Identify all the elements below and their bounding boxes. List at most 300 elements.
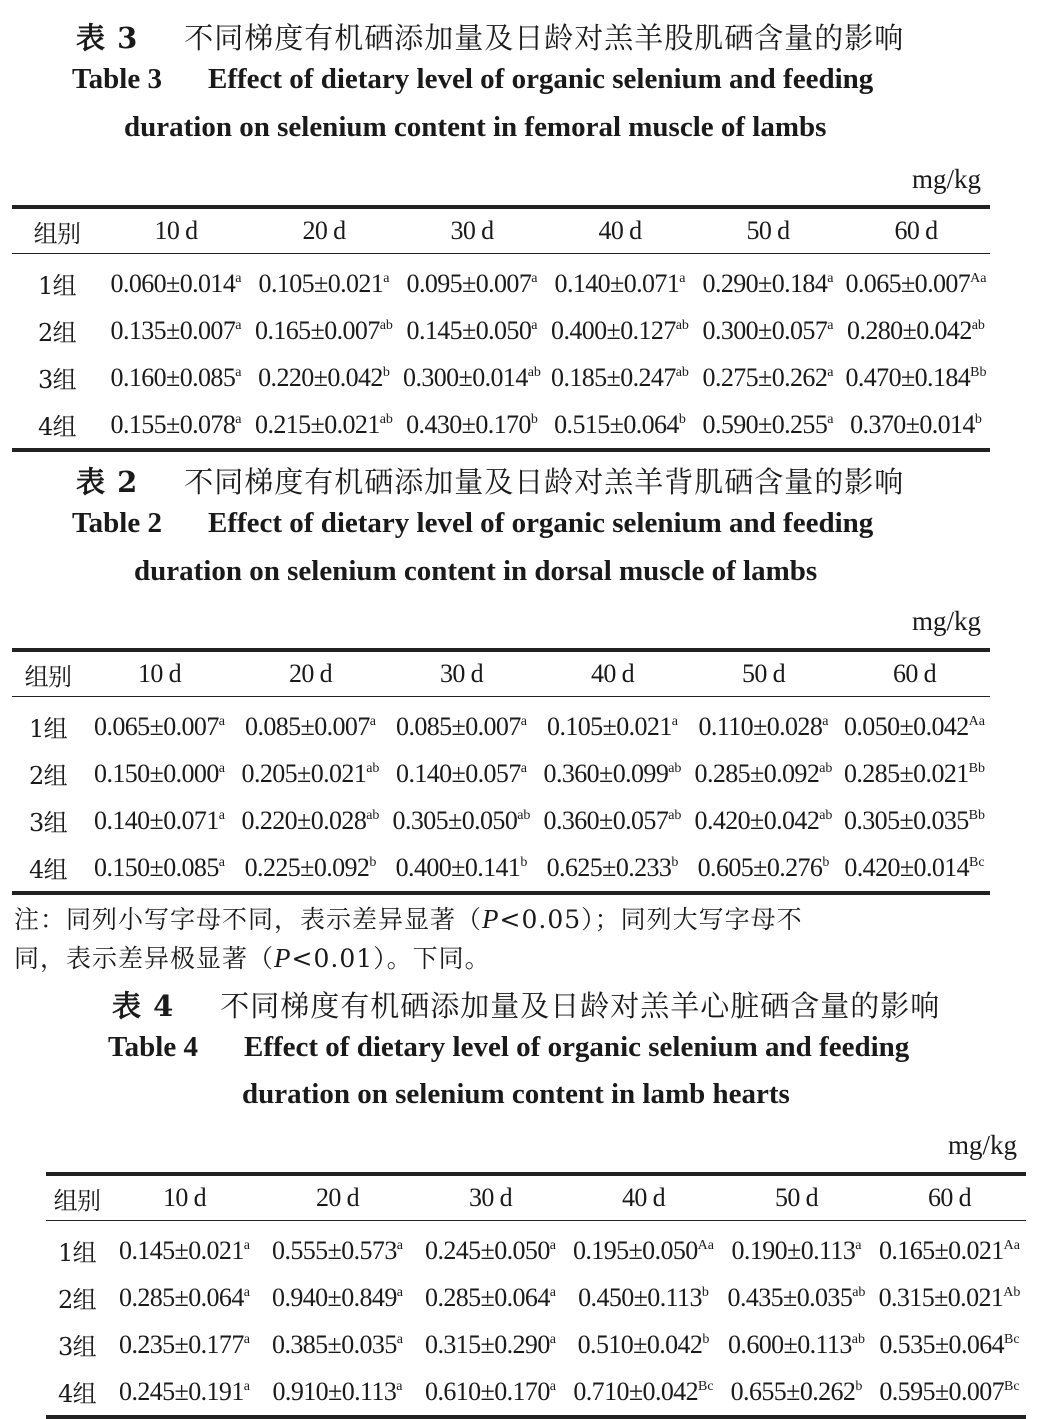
mean-sd-value: 0.245±0.191 bbox=[119, 1376, 244, 1406]
group-label: 3组 bbox=[37, 366, 77, 394]
mean-sd-value: 0.315±0.021 bbox=[878, 1282, 1004, 1312]
value-cell bbox=[261, 1321, 414, 1368]
significance-letter: Bc bbox=[698, 1378, 714, 1394]
mean-sd-value: 0.085±0.007 bbox=[245, 711, 370, 741]
value-cell bbox=[386, 797, 537, 844]
footnote-text3: 同，表示差异极显著（ bbox=[14, 944, 275, 973]
column-header-day: 60 d bbox=[873, 1174, 1026, 1221]
significance-letter: ab bbox=[819, 807, 833, 823]
significance-letter: Aa bbox=[1003, 1237, 1020, 1253]
value-cell bbox=[84, 797, 235, 844]
value-cell bbox=[108, 1274, 261, 1321]
significance-letter: ab bbox=[971, 317, 985, 333]
value-cell bbox=[567, 1274, 720, 1321]
mean-sd-value: 0.275±0.262 bbox=[702, 362, 828, 392]
significance-letter: ab bbox=[668, 807, 682, 823]
mean-sd-value: 0.105±0.021 bbox=[258, 268, 384, 298]
value-cell bbox=[235, 797, 386, 844]
significance-letter: a bbox=[531, 317, 538, 333]
value-cell bbox=[546, 354, 694, 401]
value-cell bbox=[108, 1321, 261, 1368]
table2-unit: mg/kg bbox=[912, 606, 982, 636]
significance-letter: a bbox=[396, 1378, 403, 1394]
value-cell bbox=[102, 354, 250, 401]
mean-sd-value: 0.360±0.057 bbox=[543, 805, 669, 835]
value-cell bbox=[398, 354, 546, 401]
significance-letter: b bbox=[678, 411, 686, 427]
column-header-day: 10 d bbox=[84, 650, 235, 697]
column-header-group: 组别 bbox=[12, 650, 84, 697]
table2-title-zh-text: 不同梯度有机硒添加量及日龄对羔羊背肌硒含量的影响 bbox=[184, 465, 905, 499]
significance-letter: b bbox=[822, 854, 830, 870]
significance-letter: Bc bbox=[969, 854, 985, 870]
significance-letter: a bbox=[520, 713, 527, 729]
table-header-row bbox=[12, 650, 990, 697]
value-cell bbox=[537, 750, 688, 797]
table2-title-en-line2: duration on selenium content in dorsal muscle of lambs bbox=[134, 555, 818, 587]
value-cell bbox=[84, 844, 235, 893]
significance-letter: a bbox=[827, 270, 834, 286]
mean-sd-value: 0.285±0.064 bbox=[119, 1282, 244, 1312]
value-cell bbox=[250, 354, 398, 401]
table-row bbox=[12, 354, 990, 401]
mean-sd-value: 0.220±0.042 bbox=[258, 362, 383, 392]
group-label: 4组 bbox=[46, 1368, 108, 1417]
table4-number-zh: 表 4 bbox=[112, 989, 175, 1023]
column-header-group: 组别 bbox=[46, 1174, 108, 1221]
mean-sd-value: 0.065±0.007 bbox=[94, 711, 219, 741]
value-cell bbox=[537, 844, 688, 893]
mean-sd-value: 0.220±0.028 bbox=[241, 805, 367, 835]
table-header-row bbox=[12, 207, 990, 254]
mean-sd-value: 0.050±0.042 bbox=[844, 711, 969, 741]
significance-letter: b bbox=[369, 854, 377, 870]
value-cell bbox=[842, 254, 990, 308]
table4 bbox=[46, 1172, 1026, 1419]
group-label: 2组 bbox=[37, 319, 77, 347]
column-header-day: 40 d bbox=[546, 207, 694, 254]
significance-letter: a bbox=[235, 364, 242, 380]
mean-sd-value: 0.285±0.064 bbox=[425, 1282, 550, 1312]
table2 bbox=[12, 648, 990, 895]
table3-title-zh-text: 不同梯度有机硒添加量及日龄对羔羊股肌硒含量的影响 bbox=[184, 21, 905, 55]
table-row bbox=[46, 1321, 1026, 1368]
mean-sd-value: 0.610±0.170 bbox=[425, 1376, 550, 1406]
value-cell bbox=[873, 1368, 1026, 1417]
footnote-p-symbol-2: P bbox=[274, 943, 292, 973]
table2-title-zh bbox=[76, 460, 1041, 501]
column-header-day: 10 d bbox=[102, 207, 250, 254]
value-cell bbox=[688, 797, 839, 844]
table-row bbox=[46, 1274, 1026, 1321]
significance-letter: Aa bbox=[968, 713, 985, 729]
table-row bbox=[12, 307, 990, 354]
mean-sd-value: 0.285±0.092 bbox=[694, 758, 820, 788]
value-cell bbox=[84, 697, 235, 751]
mean-sd-value: 0.225±0.092 bbox=[244, 852, 370, 882]
column-header-day: 30 d bbox=[398, 207, 546, 254]
value-cell bbox=[537, 797, 688, 844]
table-row bbox=[46, 1368, 1026, 1417]
table2-title-en-text1: Effect of dietary level of organic selenium and feeding bbox=[208, 507, 874, 539]
significance-letter: a bbox=[218, 854, 225, 870]
mean-sd-value: 0.140±0.071 bbox=[554, 268, 680, 298]
mean-sd-value: 0.280±0.042 bbox=[847, 315, 972, 345]
significance-letter: Bc bbox=[1004, 1378, 1020, 1394]
mean-sd-value: 0.150±0.085 bbox=[94, 852, 219, 882]
value-cell bbox=[386, 750, 537, 797]
value-cell bbox=[398, 307, 546, 354]
value-cell bbox=[842, 354, 990, 401]
mean-sd-value: 0.600±0.113 bbox=[728, 1329, 852, 1359]
column-header-day: 20 d bbox=[235, 650, 386, 697]
significance-letter: a bbox=[549, 1237, 556, 1253]
table3-number-zh: 表 3 bbox=[76, 21, 139, 55]
significance-letter: ab bbox=[819, 760, 833, 776]
significance-letter: b bbox=[520, 854, 528, 870]
mean-sd-value: 0.160±0.085 bbox=[110, 362, 236, 392]
value-cell bbox=[694, 254, 842, 308]
group-label: 2组 bbox=[28, 762, 68, 790]
value-cell bbox=[567, 1368, 720, 1417]
value-cell bbox=[839, 750, 990, 797]
mean-sd-value: 0.235±0.177 bbox=[119, 1329, 244, 1359]
significance-letter: a bbox=[243, 1284, 250, 1300]
value-cell bbox=[250, 307, 398, 354]
value-cell bbox=[108, 1221, 261, 1275]
table-row bbox=[12, 254, 990, 308]
mean-sd-value: 0.555±0.573 bbox=[272, 1235, 397, 1265]
mean-sd-value: 0.315±0.290 bbox=[425, 1329, 550, 1359]
mean-sd-value: 0.940±0.849 bbox=[272, 1282, 397, 1312]
significance-letter: b bbox=[855, 1378, 863, 1394]
value-cell bbox=[842, 307, 990, 354]
significance-letter: a bbox=[549, 1331, 556, 1347]
mean-sd-value: 0.510±0.042 bbox=[577, 1329, 703, 1359]
value-cell bbox=[839, 844, 990, 893]
significance-letter: ab bbox=[668, 760, 682, 776]
significance-letter: a bbox=[218, 807, 225, 823]
mean-sd-value: 0.470±0.184 bbox=[845, 362, 971, 392]
value-cell bbox=[839, 797, 990, 844]
value-cell bbox=[398, 401, 546, 450]
significance-letter: a bbox=[235, 411, 242, 427]
mean-sd-value: 0.605±0.276 bbox=[697, 852, 823, 882]
table-row bbox=[12, 401, 990, 450]
value-cell bbox=[842, 401, 990, 450]
value-cell bbox=[261, 1221, 414, 1275]
column-header-day: 50 d bbox=[694, 207, 842, 254]
footnote-line1 bbox=[14, 900, 1014, 939]
significance-letter: ab bbox=[366, 760, 380, 776]
column-header-day: 50 d bbox=[688, 650, 839, 697]
significance-letter: Bc bbox=[1004, 1331, 1020, 1347]
mean-sd-value: 0.150±0.000 bbox=[94, 758, 219, 788]
footnote-p-symbol: P bbox=[482, 904, 500, 934]
mean-sd-value: 0.910±0.113 bbox=[272, 1376, 397, 1406]
significance-letter: b bbox=[974, 411, 982, 427]
value-cell bbox=[546, 401, 694, 450]
mean-sd-value: 0.185±0.247 bbox=[551, 362, 676, 392]
group-label: 4组 bbox=[12, 401, 102, 450]
mean-sd-value: 0.625±0.233 bbox=[546, 852, 672, 882]
significance-letter: Aa bbox=[970, 270, 987, 286]
significance-letter: Bb bbox=[968, 760, 985, 776]
significance-letter: a bbox=[218, 760, 225, 776]
mean-sd-value: 0.165±0.007 bbox=[255, 315, 380, 345]
significance-letter: b bbox=[530, 411, 538, 427]
column-header-day: 20 d bbox=[261, 1174, 414, 1221]
footnote-text2: <0.05）；同列大写字母不 bbox=[499, 905, 803, 934]
value-cell bbox=[235, 844, 386, 893]
significance-letter: a bbox=[827, 317, 834, 333]
mean-sd-value: 0.370±0.014 bbox=[850, 409, 975, 439]
mean-sd-value: 0.105±0.021 bbox=[547, 711, 672, 741]
value-cell bbox=[386, 697, 537, 751]
mean-sd-value: 0.420±0.014 bbox=[844, 852, 970, 882]
table2-number-zh: 表 2 bbox=[76, 465, 139, 499]
significance-letter: a bbox=[671, 713, 678, 729]
mean-sd-value: 0.595±0.007 bbox=[879, 1376, 1005, 1406]
value-cell bbox=[102, 254, 250, 308]
value-cell bbox=[694, 401, 842, 450]
mean-sd-value: 0.305±0.050 bbox=[392, 805, 518, 835]
significance-letter: ab bbox=[366, 807, 380, 823]
value-cell bbox=[720, 1321, 873, 1368]
value-cell bbox=[235, 697, 386, 751]
column-header-day: 10 d bbox=[108, 1174, 261, 1221]
table2-number-en: Table 2 bbox=[72, 507, 162, 539]
mean-sd-value: 0.400±0.127 bbox=[551, 315, 676, 345]
value-cell bbox=[720, 1368, 873, 1417]
significance-letter: a bbox=[531, 270, 538, 286]
footnote-line2 bbox=[14, 939, 1014, 978]
value-cell bbox=[567, 1221, 720, 1275]
significance-letter: Ab bbox=[1003, 1284, 1021, 1300]
value-cell bbox=[398, 254, 546, 308]
value-cell bbox=[567, 1321, 720, 1368]
value-cell bbox=[694, 354, 842, 401]
table-header-row bbox=[46, 1174, 1026, 1221]
group-label: 1组 bbox=[28, 715, 68, 743]
table3-title-en-line1 bbox=[72, 63, 1041, 96]
mean-sd-value: 0.215±0.021 bbox=[255, 409, 380, 439]
significance-letter: a bbox=[218, 713, 225, 729]
table4-title-en-text1: Effect of dietary level of organic selenium and feeding bbox=[244, 1031, 910, 1063]
table4-title-en-line2: duration on selenium content in lamb hearts bbox=[242, 1078, 790, 1110]
significance-letter: a bbox=[235, 317, 242, 333]
value-cell bbox=[688, 844, 839, 893]
mean-sd-value: 0.065±0.007 bbox=[845, 268, 971, 298]
mean-sd-value: 0.400±0.141 bbox=[395, 852, 521, 882]
mean-sd-value: 0.300±0.014 bbox=[403, 362, 528, 392]
table3-title-en-text1: Effect of dietary level of organic selenium and feeding bbox=[208, 63, 874, 95]
value-cell bbox=[873, 1321, 1026, 1368]
value-cell bbox=[688, 750, 839, 797]
footnote-text4: <0.01）。下同。 bbox=[291, 944, 491, 973]
table3-number-en: Table 3 bbox=[72, 63, 162, 95]
table3-unit: mg/kg bbox=[912, 164, 982, 194]
value-cell bbox=[720, 1221, 873, 1275]
mean-sd-value: 0.285±0.021 bbox=[843, 758, 969, 788]
mean-sd-value: 0.590±0.255 bbox=[702, 409, 828, 439]
value-cell bbox=[250, 401, 398, 450]
significance-letter: Bb bbox=[968, 807, 985, 823]
column-header-day: 20 d bbox=[250, 207, 398, 254]
significance-letter: Bb bbox=[970, 364, 987, 380]
mean-sd-value: 0.305±0.035 bbox=[843, 805, 969, 835]
column-header-group: 组别 bbox=[12, 207, 102, 254]
value-cell bbox=[250, 254, 398, 308]
mean-sd-value: 0.290±0.184 bbox=[702, 268, 828, 298]
value-cell bbox=[537, 697, 688, 751]
mean-sd-value: 0.515±0.064 bbox=[554, 409, 679, 439]
significance-letter: ab bbox=[851, 1331, 865, 1347]
significance-letter: a bbox=[243, 1331, 250, 1347]
mean-sd-value: 0.655±0.262 bbox=[730, 1376, 856, 1406]
significance-letter: a bbox=[243, 1378, 250, 1394]
mean-sd-value: 0.385±0.035 bbox=[272, 1329, 397, 1359]
significance-letter: a bbox=[396, 1284, 403, 1300]
value-cell bbox=[414, 1321, 567, 1368]
significance-letter: b bbox=[701, 1284, 709, 1300]
column-header-day: 60 d bbox=[842, 207, 990, 254]
group-label: 4组 bbox=[12, 844, 84, 893]
mean-sd-value: 0.430±0.170 bbox=[406, 409, 531, 439]
mean-sd-value: 0.360±0.099 bbox=[543, 758, 669, 788]
mean-sd-value: 0.435±0.035 bbox=[727, 1282, 853, 1312]
mean-sd-value: 0.205±0.021 bbox=[241, 758, 367, 788]
value-cell bbox=[108, 1368, 261, 1417]
mean-sd-value: 0.140±0.057 bbox=[396, 758, 521, 788]
value-cell bbox=[873, 1221, 1026, 1275]
significance-letter: b bbox=[702, 1331, 710, 1347]
significance-letter: ab bbox=[517, 807, 531, 823]
mean-sd-value: 0.085±0.007 bbox=[396, 711, 521, 741]
significance-letter: b bbox=[382, 364, 390, 380]
significance-letter: ab bbox=[675, 364, 689, 380]
mean-sd-value: 0.135±0.007 bbox=[110, 315, 236, 345]
significance-letter: b bbox=[671, 854, 679, 870]
value-cell bbox=[688, 697, 839, 751]
mean-sd-value: 0.195±0.050 bbox=[573, 1235, 698, 1265]
value-cell bbox=[414, 1368, 567, 1417]
mean-sd-value: 0.165±0.021 bbox=[879, 1235, 1004, 1265]
mean-sd-value: 0.450±0.113 bbox=[578, 1282, 702, 1312]
significance-letter: Aa bbox=[697, 1237, 714, 1253]
column-header-day: 40 d bbox=[537, 650, 688, 697]
significance-letter: a bbox=[549, 1284, 556, 1300]
table3-title-zh bbox=[76, 16, 1041, 57]
value-cell bbox=[102, 307, 250, 354]
significance-letter: a bbox=[369, 713, 376, 729]
table4-title-zh-text: 不同梯度有机硒添加量及日龄对羔羊心脏硒含量的影响 bbox=[220, 989, 941, 1023]
value-cell bbox=[235, 750, 386, 797]
table3-title-en-line2: duration on selenium content in femoral muscle of lambs bbox=[124, 111, 827, 143]
significance-letter: ab bbox=[379, 411, 393, 427]
group-label: 1组 bbox=[37, 272, 77, 300]
column-header-day: 50 d bbox=[720, 1174, 873, 1221]
mean-sd-value: 0.535±0.064 bbox=[879, 1329, 1005, 1359]
value-cell bbox=[720, 1274, 873, 1321]
value-cell bbox=[694, 307, 842, 354]
significance-letter: a bbox=[827, 364, 834, 380]
value-cell bbox=[414, 1274, 567, 1321]
group-label: 3组 bbox=[57, 1333, 97, 1361]
value-cell bbox=[873, 1274, 1026, 1321]
value-cell bbox=[84, 750, 235, 797]
value-cell bbox=[414, 1221, 567, 1275]
table-footnote bbox=[14, 900, 1014, 978]
column-header-day: 60 d bbox=[839, 650, 990, 697]
column-header-day: 30 d bbox=[414, 1174, 567, 1221]
value-cell bbox=[546, 254, 694, 308]
mean-sd-value: 0.420±0.042 bbox=[694, 805, 820, 835]
significance-letter: ab bbox=[527, 364, 541, 380]
significance-letter: a bbox=[235, 270, 242, 286]
significance-letter: ab bbox=[379, 317, 393, 333]
mean-sd-value: 0.140±0.071 bbox=[94, 805, 219, 835]
mean-sd-value: 0.245±0.050 bbox=[425, 1235, 550, 1265]
significance-letter: a bbox=[822, 713, 829, 729]
significance-letter: a bbox=[679, 270, 686, 286]
table2-title-en-line1 bbox=[72, 507, 1041, 540]
mean-sd-value: 0.095±0.007 bbox=[406, 268, 532, 298]
column-header-day: 30 d bbox=[386, 650, 537, 697]
significance-letter: a bbox=[396, 1237, 403, 1253]
mean-sd-value: 0.300±0.057 bbox=[702, 315, 828, 345]
significance-letter: a bbox=[383, 270, 390, 286]
significance-letter: a bbox=[396, 1331, 403, 1347]
table-row bbox=[46, 1221, 1026, 1275]
table4-number-en: Table 4 bbox=[108, 1031, 198, 1063]
footnote-text1: 注：同列小写字母不同，表示差异显著（ bbox=[14, 905, 483, 934]
mean-sd-value: 0.060±0.014 bbox=[110, 268, 236, 298]
table-row bbox=[12, 750, 990, 797]
significance-letter: a bbox=[855, 1237, 862, 1253]
significance-letter: a bbox=[827, 411, 834, 427]
mean-sd-value: 0.110±0.028 bbox=[698, 711, 823, 741]
group-label: 3组 bbox=[28, 809, 68, 837]
mean-sd-value: 0.145±0.021 bbox=[119, 1235, 244, 1265]
table3 bbox=[12, 205, 990, 452]
significance-letter: ab bbox=[852, 1284, 866, 1300]
value-cell bbox=[839, 697, 990, 751]
value-cell bbox=[261, 1274, 414, 1321]
significance-letter: a bbox=[243, 1237, 250, 1253]
group-label: 2组 bbox=[57, 1286, 97, 1314]
mean-sd-value: 0.145±0.050 bbox=[406, 315, 532, 345]
table4-title-zh bbox=[112, 984, 1041, 1025]
significance-letter: a bbox=[520, 760, 527, 776]
column-header-day: 40 d bbox=[567, 1174, 720, 1221]
table-row bbox=[12, 697, 990, 751]
group-label: 1组 bbox=[57, 1239, 97, 1267]
value-cell bbox=[102, 401, 250, 450]
mean-sd-value: 0.710±0.042 bbox=[573, 1376, 699, 1406]
value-cell bbox=[386, 844, 537, 893]
table-row bbox=[12, 844, 990, 893]
mean-sd-value: 0.190±0.113 bbox=[731, 1235, 856, 1265]
table4-unit: mg/kg bbox=[948, 1130, 1018, 1160]
significance-letter: ab bbox=[675, 317, 689, 333]
value-cell bbox=[261, 1368, 414, 1417]
table-row bbox=[12, 797, 990, 844]
table4-title-en-line1 bbox=[108, 1031, 1041, 1064]
significance-letter: a bbox=[549, 1378, 556, 1394]
value-cell bbox=[546, 307, 694, 354]
mean-sd-value: 0.155±0.078 bbox=[110, 409, 236, 439]
